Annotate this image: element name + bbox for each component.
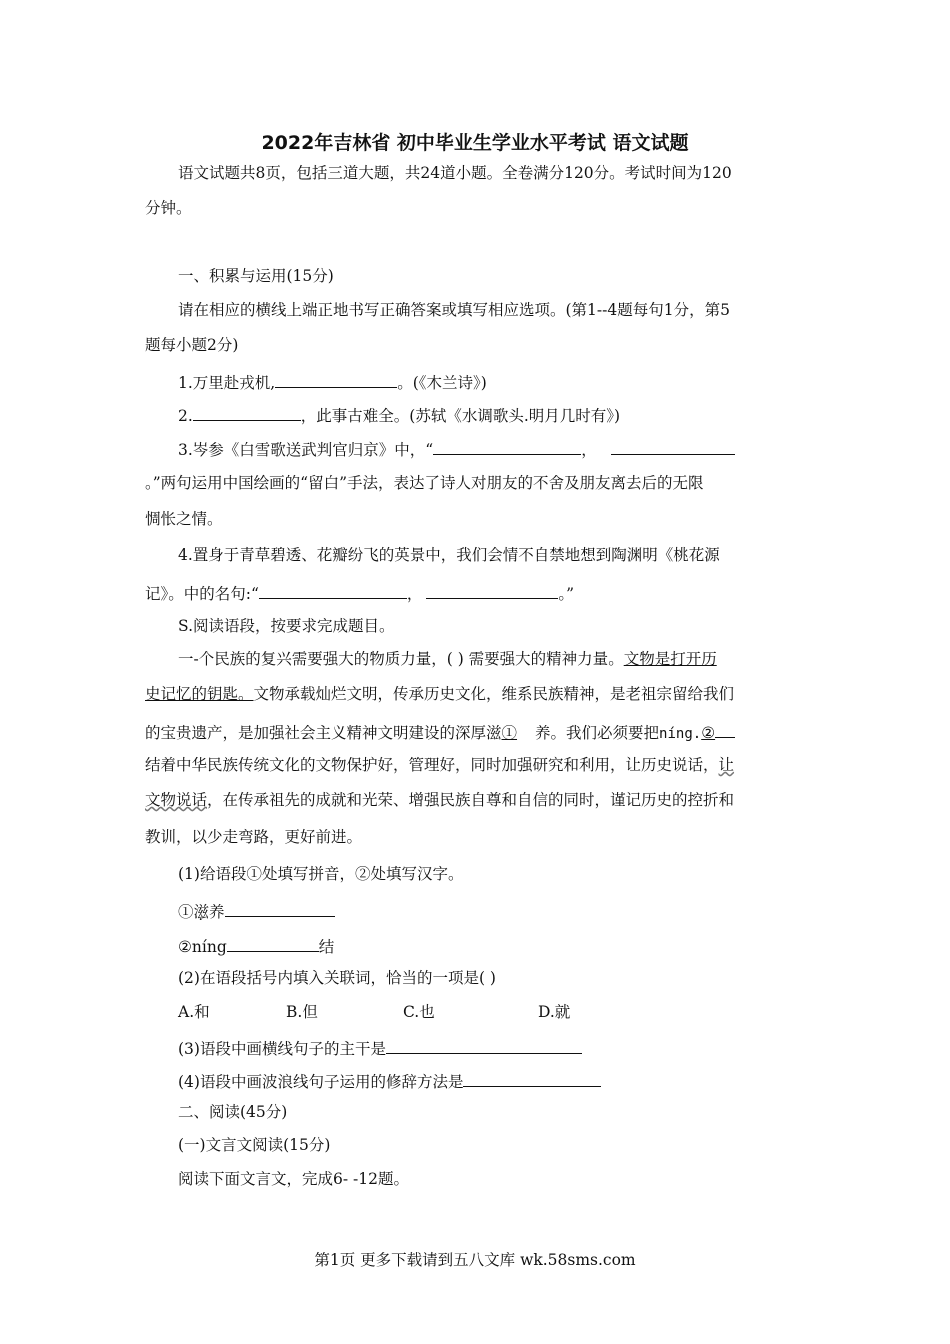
question-3-comma: ，	[581, 441, 597, 459]
answer-blank[interactable]	[225, 902, 335, 917]
question-3-line-2: 。”两句运用中国绘画的“留白”手法，表达了诗人对朋友的不舍及朋友离去后的无限	[145, 474, 704, 492]
page-footer: 第1页 更多下载请到五八文库 wk.58sms.com	[314, 1251, 636, 1269]
passage-line-5	[145, 793, 734, 809]
subquestion-3-text: (3)语段中画横线句子的主干是	[178, 1040, 386, 1058]
question-4-line-1: 4.置身于青草碧透、花瓣纷飞的英景中，我们会情不自禁地想到陶渊明《桃花源	[178, 546, 720, 564]
pinyin-prompt: ②níng	[178, 938, 227, 956]
question-4-comma: ，	[406, 585, 423, 603]
underlined-sentence: 文物是打开历	[623, 650, 717, 668]
question-4-close: 。”	[558, 585, 575, 603]
passage-text: ，在传承祖先的成就和光荣、增强民族自尊和自信的同时，谨记历史的控折和	[207, 791, 735, 809]
section2-heading: 二、阅读(45分)	[178, 1103, 288, 1121]
intro-line-2: 分钟。	[145, 199, 192, 217]
section1-instruction-1: 请在相应的横线上端正地书写正确答案或填写相应选项。(第1--4题每句1分，第5	[178, 301, 730, 319]
question-3-text: 3.岑参《白雪歌送武判官归京》中，“	[178, 441, 434, 459]
answer-blank[interactable]	[715, 723, 735, 738]
answer-blank[interactable]	[259, 584, 407, 599]
marker-1: ①	[501, 724, 518, 742]
marker-1: ①	[178, 903, 194, 921]
section1-instruction-2: 题每小题2分)	[145, 336, 239, 354]
question-2	[178, 406, 620, 425]
section2-subheading: (一)文言文阅读(15分)	[178, 1136, 331, 1154]
answer-blank[interactable]	[433, 440, 581, 455]
wavy-underlined-sentence: 文物说话	[145, 791, 208, 809]
passage-text: 的宝贵遗产，是加强社会主义精神文明建设的深厚滋	[145, 724, 502, 742]
subquestion-1: (1)给语段①处填写拼音，②处填写汉字。	[178, 865, 464, 883]
subquestion-4	[178, 1072, 601, 1091]
question-1-text: 1.万里赴戎机,	[178, 374, 276, 392]
question-3-line-3: 惆怅之情。	[145, 510, 223, 528]
passage-line-2	[145, 687, 734, 703]
question-2-number: 2.	[178, 407, 193, 425]
passage-line-1	[178, 652, 717, 668]
passage-line-6: 教训，以少走弯路，更好前进。	[145, 828, 363, 846]
wavy-underlined-sentence: 让	[718, 756, 735, 774]
answer-blank[interactable]	[426, 584, 558, 599]
pinyin-text: níng.	[659, 726, 702, 742]
question-1-source: 。(《木兰诗》)	[397, 374, 487, 392]
question-5-heading: S.阅读语段，按要求完成题目。	[178, 617, 395, 635]
answer-blank[interactable]	[386, 1039, 582, 1054]
passage-text: 养。我们必须要把	[535, 724, 660, 742]
underlined-sentence: 史记忆的钥匙。	[145, 685, 254, 703]
section2-instruction: 阅读下面文言文，完成6- -12题。	[178, 1170, 409, 1188]
subquestion-4-text: (4)语段中画波浪线句子运用的修辞方法是	[178, 1073, 464, 1091]
answer-blank[interactable]	[463, 1072, 601, 1087]
dotted-word: 滋养	[193, 903, 225, 921]
option-d: D.就	[538, 1003, 571, 1021]
subquestion-3	[178, 1039, 582, 1058]
intro-line-1: 语文试题共8页，包括三道大题，共24道小题。全卷满分120分。考试时间为120	[178, 164, 732, 182]
character-text: 结	[318, 938, 335, 956]
question-3	[178, 440, 735, 459]
passage-line-3	[145, 723, 735, 742]
option-c: C.也	[403, 1003, 435, 1021]
subquestion-1a	[178, 902, 335, 921]
option-b: B.但	[286, 1003, 318, 1021]
answer-blank[interactable]	[193, 406, 301, 421]
subquestion-2: (2)在语段括号内填入关联词，恰当的一项是( )	[178, 969, 496, 987]
passage-line-4	[145, 758, 734, 774]
answer-blank[interactable]	[275, 373, 397, 388]
passage-text: 一-个民族的复兴需要强大的物质力量，( ) 需要强大的精神力量。	[178, 650, 624, 668]
question-4-text: 记》。中的名句:“	[145, 585, 259, 603]
answer-blank[interactable]	[227, 937, 319, 952]
question-1	[178, 373, 487, 392]
question-4-line-2	[145, 584, 574, 603]
option-a: A.和	[178, 1003, 210, 1021]
marker-2: ②	[701, 724, 716, 742]
section1-heading: 一、积累与运用(15分)	[178, 267, 334, 285]
subquestion-1b	[178, 937, 334, 956]
passage-text: 文物承载灿烂文明，传承历史文化，维系民族精神，是老祖宗留给我们	[253, 685, 735, 703]
page-title: 2022年吉林省 初中毕业生学业水平考试 语文试题	[261, 132, 689, 154]
passage-text: 结着中华民族传统文化的文物保护好，管理好，同时加强研究和利用，让历史说话，	[145, 756, 719, 774]
question-2-text: ，此事古难全。(苏轼《水调歌头.明月几时有》)	[300, 407, 621, 425]
answer-blank[interactable]	[611, 440, 735, 455]
